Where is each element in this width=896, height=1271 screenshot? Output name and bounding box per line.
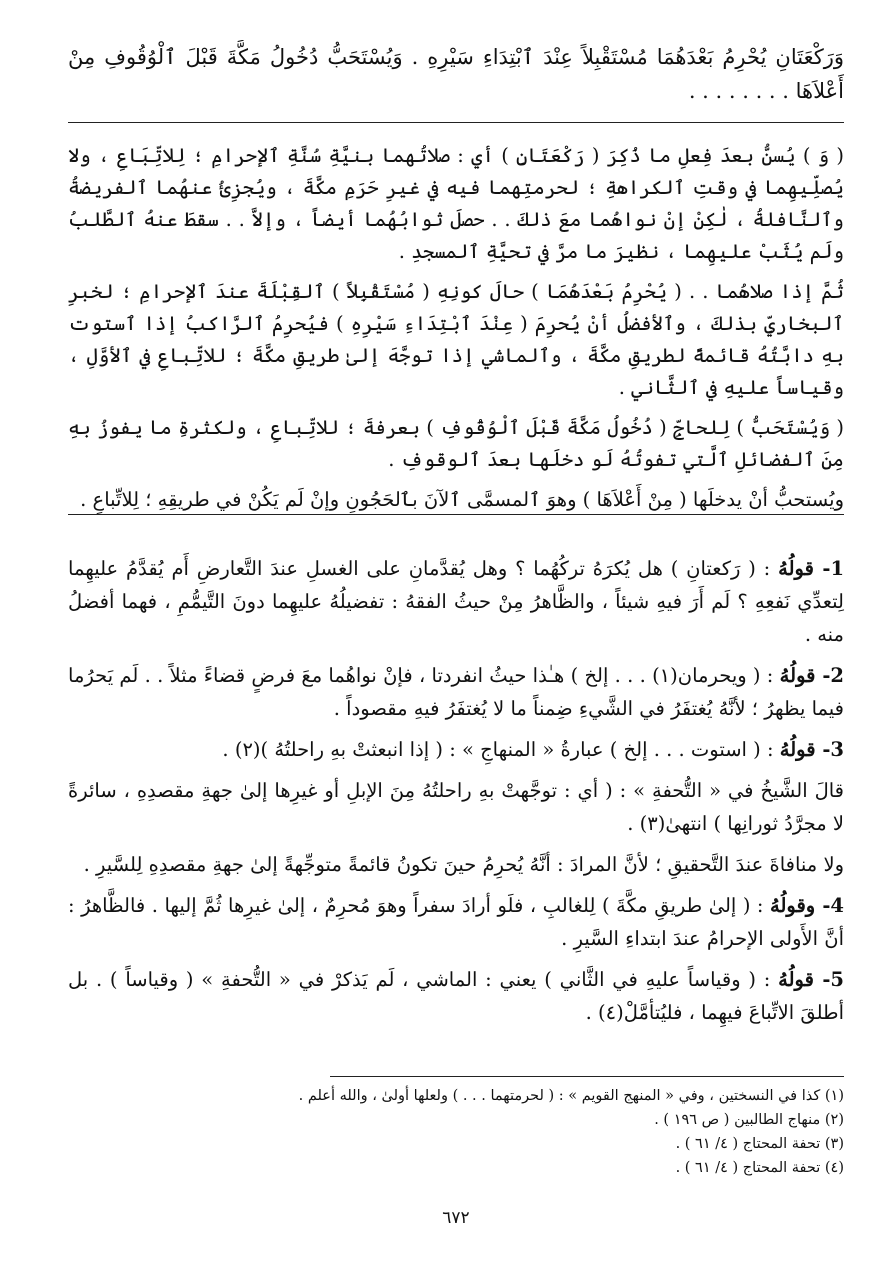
divider-matn [68, 122, 844, 123]
hashiya-note-2: 2- قولُهُ : ( ويحرمان(١) . . . إلخ ) هـٰذا حيثُ انفردتا ، فإنْ نواهُما معَ فرضٍ قضاءً مثلاً . . لَم يَحرُما فيما يظهرُ ؛ لأنَّهُ يُغتفَرُ في الشَّيءِ ضِمناً ما لا يُغتفَرُ فيهِ مقصوداً . [68, 664, 844, 720]
note-text: : ( وقياساً عليهِ في الثَّاني ) يعني : الماشي ، لَم يَذكرْ في « التُّحفةِ » ( وقياساً ) . بل أطلقَ الاتِّباعَ فيهِما ، فليُتأمَّلْ(٤) . [68, 968, 844, 1024]
note-label: وقولُهُ [770, 894, 816, 917]
page-number: ٦٧٢ [442, 1208, 470, 1228]
note-text: : ( ويحرمان(١) . . . إلخ ) هـٰذا حيثُ انفردتا ، فإنْ نواهُما معَ فرضٍ قضاءً مثلاً . . لَم يَحرُما فيما يظهرُ ؛ لأنَّهُ يُغتفَرُ في الشَّيءِ ضِمناً ما لا يُغتفَرُ فيهِ مقصوداً . [68, 664, 844, 720]
note-text: : ( رَكعتانِ ) هل يُكرَهُ تركُهُما ؟ وهل يُقدَّمانِ على الغسلِ عندَ التَّعارضِ أَم يُقدَّمُ عليهِما لِتعدِّي نَفعِهِ ؟ لَم أَرَ فيهِ شيئاً ، والظَّاهرُ مِنْ حيثُ الفقهُ : تفضيلُهُ عليهِما دونَ التَّيمُّمِ ، فهما أفضلُ منه . [68, 557, 844, 646]
hashiya-note-3: 3- قولُهُ : ( استوت . . . إلخ ) عبارةُ « المنهاجِ » : ( إذا انبعثتْ بهِ راحلتُهُ )(٢) . [222, 738, 844, 761]
note-label: قولُهُ [779, 738, 816, 761]
note-label: قولُهُ [779, 664, 816, 687]
sharh-paragraph: ثُمَّ إذا صلاهُما . . ( يُحْرِمُ بَعْدَهُمَا ) حالَ كونِهِ ( مُسْتَقْبِلاً ) ٱلقِبْلَةَ عندَ ٱلإحرامِ ؛ لخبرِ ٱلبخاريِّ بذلكَ ، وٱلأفضلُ أنْ يُحرِمَ ( عِنْدَ ٱبْتِدَاءِ سَيْرِهِ ) فيُحرِمُ ٱلرَّاكبُ إذا ٱستوت بهِ دابَّتُهُ قائمةً لطريقِ مكَّةَ ، وٱلماشي إذا توجَّهَ إلىٰ طريقِ مكَّةَ ؛ للاتِّباعِ في ٱلأوَّلِ ، وقياساً عليهِ في ٱلثَّاني . [68, 280, 844, 399]
sharh-section [68, 140, 844, 524]
note-text: : ( إلىٰ طريقِ مكَّةَ ) لِلغالبِ ، فلَو أرادَ سفراً وهوَ مُحرِمٌ ، إلىٰ غيرِها ثُمَّ إليها . فالظَّاهرُ : أنَّ الأَولى الإحرامُ عندَ ابتداءِ السَّيرِ . [68, 894, 844, 950]
sharh-paragraph: ( وَ ) يُسنُّ بعدَ فِعلِ ما ذُكِرَ ( رَكْعَتَانِ ) أي : صلاتُهما بنيَّةِ سُنَّةِ ٱلإحرامِ ؛ لِلاتِّبَاعِ ، ولا يُصلِّيهِما في وقتِ ٱلكراهةِ ؛ لحرمتِهما فيه في غيرِ حَرَمِ مكَّةَ ، ويُجزِئُ عنهُما ٱلفريضةُ وٱلنَّافلةُ ، لٰكِنْ إنْ نواهُما معَ ذلكَ . . حصلَ ثوابُهُما أيضاً ، وإلاَّ . . سقطَ عنهُ ٱلطَّلبُ ولَم يُثَبْ عليهِما ، نظيرَ ما مرَّ في تحيَّةِ ٱلمسجدِ . [68, 144, 844, 263]
footnote: (٣) تحفة المحتاج ( ٤/ ٦١ ) . [675, 1136, 844, 1152]
hashiya-note-1: 1- قولُهُ : ( رَكعتانِ ) هل يُكرَهُ تركُهُما ؟ وهل يُقدَّمانِ على الغسلِ عندَ التَّعارضِ أَم يُقدَّمُ عليهِما لِتعدِّي نَفعِهِ ؟ لَم أَرَ فيهِ شيئاً ، والظَّاهرُ مِنْ حيثُ الفقهُ : تفضيلُهُ عليهِما دونَ التَّيمُّمِ ، فهما أفضلُ منه . [68, 557, 845, 646]
sharh-paragraph: ويُستحبُّ أنْ يدخلَها ( مِنْ أَعْلاَهَا ) وهوَ ٱلمسمَّى ٱلآنَ بٱلحَجُونِ وإنْ لَم يَكُنْ في طريقِهِ ؛ لِلاتِّباعِ . [80, 488, 844, 511]
hashiya-paragraph: قالَ الشَّيخُ في « التُّحفةِ » : ( أي : توجَّهتْ بهِ راحلتُهُ مِنَ الإبلِ أو غيرِها إلىٰ جهةِ مقصدِهِ ، سائرةً لا مجرَّدُ ثورانِها ) انتهىٰ(٣) . [68, 779, 844, 835]
note-number: 2 [830, 664, 844, 687]
note-number: 3 [830, 738, 844, 761]
note-label: قولُهُ [778, 557, 814, 580]
hashiya-note-4: 4- وقولُهُ : ( إلىٰ طريقِ مكَّةَ ) لِلغالبِ ، فلَو أرادَ سفراً وهوَ مُحرِمٌ ، إلىٰ غيرِها ثُمَّ إليها . فالظَّاهرُ : أنَّ الأَولى الإحرامُ عندَ ابتداءِ السَّيرِ . [68, 894, 844, 950]
note-number: 4 [830, 894, 844, 917]
hashiya-paragraph: ولا منافاةَ عندَ التَّحقيقِ ؛ لأنَّ المرادَ : أنَّهُ يُحرِمُ حينَ تكونُ قائمةً متوجِّهةً إلىٰ جهةِ مقصدِهِ لِلسَّيرِ . [83, 853, 844, 876]
note-number: 1 [830, 557, 845, 580]
hashiya-note-5: 5- قولُهُ : ( وقياساً عليهِ في الثَّاني ) يعني : الماشي ، لَم يَذكرْ في « التُّحفةِ » ( وقياساً ) . بل أطلقَ الاتِّباعَ فيهِما ، فليُتأمَّلْ(٤) . [68, 968, 844, 1024]
note-label: قولُهُ [778, 968, 814, 991]
matn-text: وَرَكْعَتَانِ يُحْرِمُ بَعْدَهُمَا مُسْتَقْبِلاً عِنْدَ ٱبْتِدَاءِ سَيْرِهِ . وَيُسْتَحَبُّ دُخُولُ مَكَّةَ قَبْلَ ٱلْوُقُوفِ مِنْ أَعْلاَهَا . . . . . . . . [68, 45, 844, 103]
footnote: (٢) منهاج الطالبين ( ص ١٩٦ ) . [654, 1112, 844, 1128]
hashiya-section [68, 552, 844, 1037]
footnote: (١) كذا في النسختين ، وفي « المنهج القويم » : ( لحرمتهما . . . ) ولعلها أولىٰ ، والله أعلم . [298, 1088, 844, 1104]
note-number: 5 [830, 968, 844, 991]
divider-footnotes [330, 1076, 844, 1077]
divider-sharh [68, 514, 844, 515]
document-page [68, 40, 844, 1240]
note-text: : ( استوت . . . إلخ ) عبارةُ « المنهاجِ » : ( إذا انبعثتْ بهِ راحلتُهُ )(٢) . [222, 738, 774, 761]
sharh-paragraph: ( وَيُسْتَحَبُّ ) لِلحاجِّ ( دُخُولُ مَكَّةَ قَبْلَ ٱلْوُقُوفِ ) بعرفةَ ؛ للاتِّباعِ ، ولكثرةِ ما يفوزُ بهِ مِنَ ٱلفضائلِ ٱلَّتي تفوتُهُ لَو دخلَها بعدَ ٱلوقوفِ . [68, 416, 844, 471]
footnote: (٤) تحفة المحتاج ( ٤/ ٦١ ) . [675, 1160, 844, 1176]
footnotes [68, 1084, 844, 1180]
